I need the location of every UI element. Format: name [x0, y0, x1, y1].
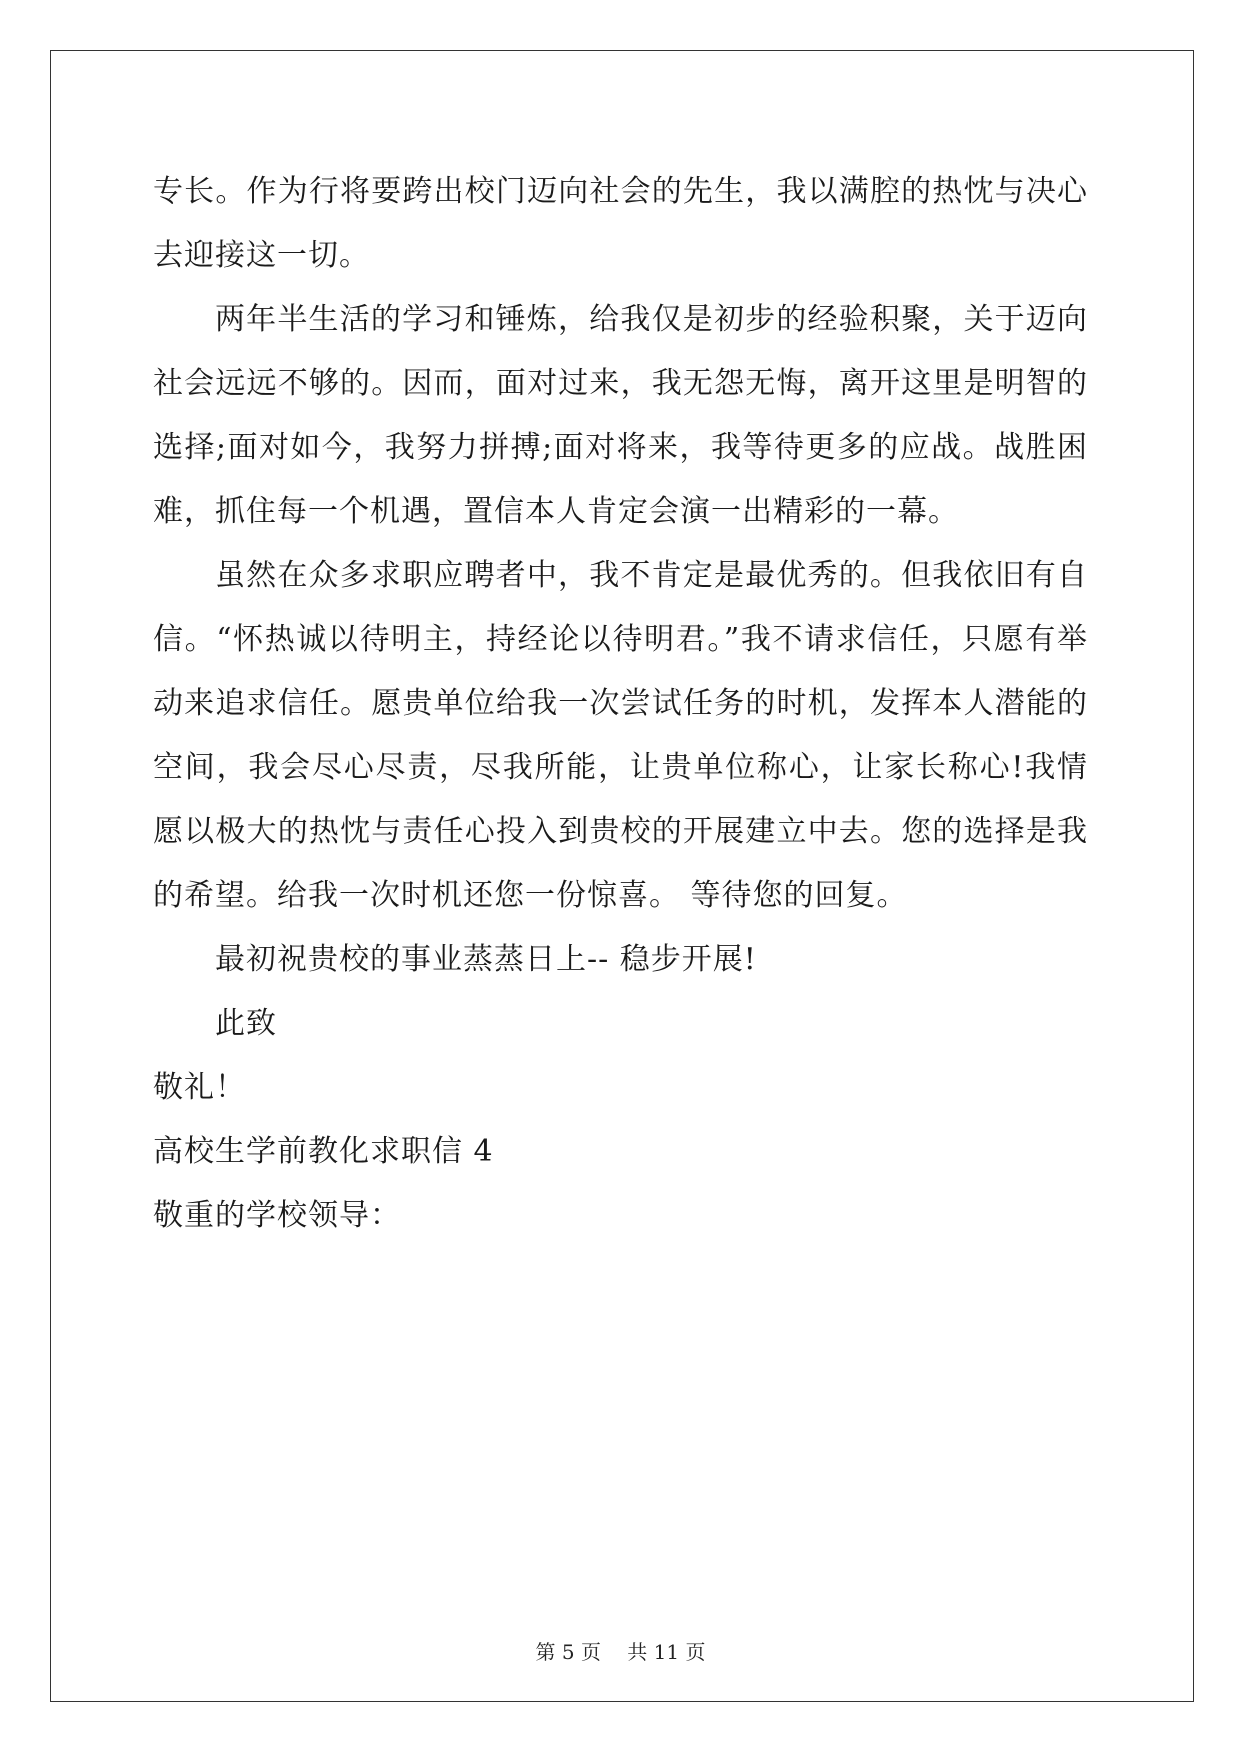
paragraph: 专长。作为行将要跨出校门迈向社会的先生，我以满腔的热忱与决心去迎接这一切。 [153, 174, 1088, 273]
greeting: 敬重的学校领导： [153, 1198, 401, 1233]
closing-regards: 敬礼！ [153, 1070, 246, 1105]
closing-salutation: 此致 [215, 1006, 277, 1041]
document-body [153, 160, 1088, 1248]
paragraph: 虽然在众多求职应聘者中，我不肯定是最优秀的。但我依旧有自信。“怀热诚以待明主，持经论以待明君。”我不请求信任，只愿有举动来追求信任。愿贵单位给我一次尝试任务的时机，发挥本人潜能的空间，我会尽心尽责，尽我所能，让贵单位称心，让家长称心!我情愿以极大的热忱与责任心投入到贵校的开展建立中去。您的选择是我的希望。给我一次时机还您一份惊喜。 等待您的回复。 [153, 558, 1088, 913]
paragraph: 最初祝贵校的事业蒸蒸日上-- 稳步开展! [215, 942, 757, 977]
page-number: 第 5 页 共 11 页 [535, 1640, 706, 1664]
section-title: 高校生学前教化求职信 4 [153, 1134, 494, 1169]
paragraph: 两年半生活的学习和锤炼，给我仅是初步的经验积聚，关于迈向社会远远不够的。因而，面对过来，我无怨无悔，离开这里是明智的选择;面对如今，我努力拼搏;面对将来，我等待更多的应战。战胜困难，抓住每一个机遇，置信本人肯定会演一出精彩的一幕。 [153, 302, 1088, 529]
